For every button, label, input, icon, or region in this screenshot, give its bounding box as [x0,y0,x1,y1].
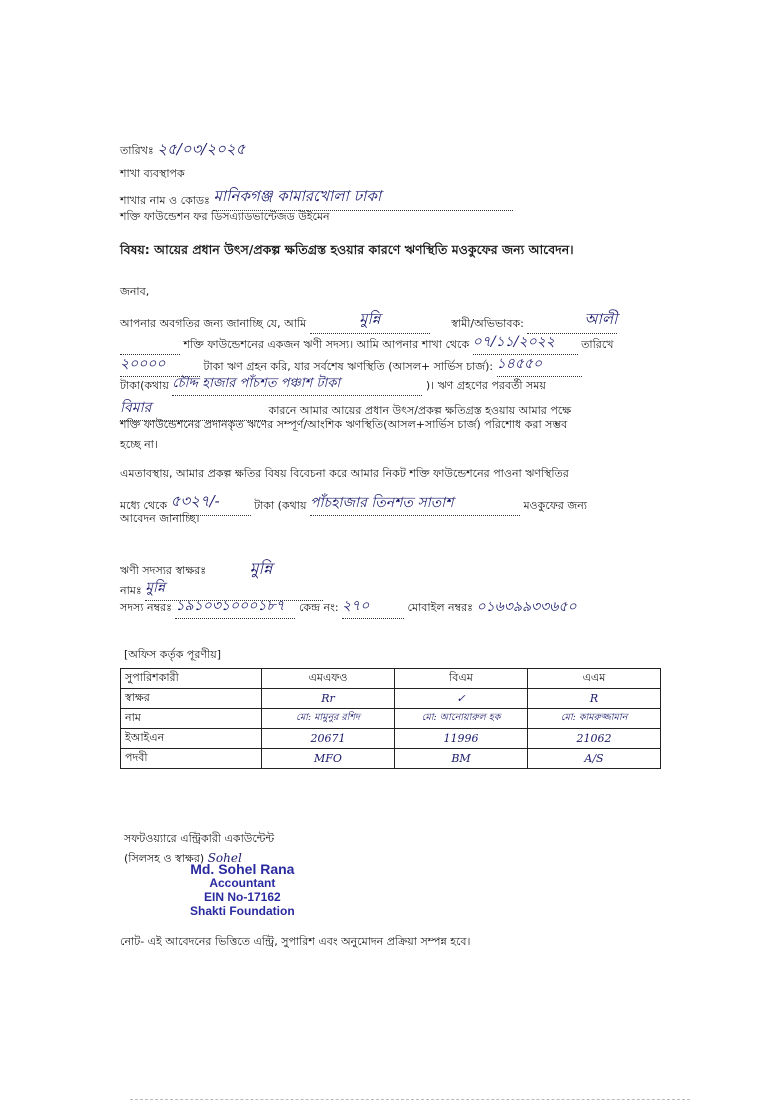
body-line-6: শক্তি ফাউন্ডেশনের প্রদানকৃত ঋণের সম্পূর্ণ/আংশিক ঋণস্থিতি(আসল+সার্ভিস চার্জ) পরিশোধ করা সম্ভব [120,418,568,431]
waive-words-handwritten: পাঁচহাজার তিনশত সাতাশ [310,491,520,516]
table-row [121,689,661,709]
loan-date-handwritten: ০৭/১১/২০২২ [473,330,578,355]
balance-handwritten: ১৪৫৫০ [497,352,582,377]
table-cell: 11996 [395,729,528,749]
software-entry-label: সফটওয়্যারে এন্ট্রিকারী একাউন্টেন্ট [124,832,275,845]
table-header-row [121,669,661,689]
table-row [121,749,661,769]
branch-manager: শাখা ব্যবস্থাপক [120,167,185,180]
body-text: আপনার অবগতির জন্য জানাচ্ছি যে, আমি [120,317,307,330]
stamp-line: Md. Sohel Rana [190,861,295,877]
member-name-handwritten: মুন্নি [310,308,430,334]
page-edge-divider [130,1099,690,1103]
office-heading: [অফিস কর্তৃক পূরণীয়] [124,648,221,661]
guardian-handwritten: আলী [527,308,617,334]
loan-amount-handwritten: ২০০০০ [120,352,200,377]
table-cell: MFO [262,749,395,769]
member-id-line [120,594,577,619]
body-text: টাকা ঋণ গ্রহন করি, যার সর্বশেষ ঋণস্থিতি (আসল+ সার্ভিস চার্জ): [203,360,494,373]
stamp-line: EIN No-17162 [203,890,281,904]
table-row [121,709,661,729]
center-label: কেন্দ্র নং: [298,601,339,614]
center-value: ২৭০ [342,594,404,619]
table-cell: 20671 [262,729,395,749]
body-text: টাকা(কথায় [120,379,169,392]
body-text: মধ্যে থেকে [120,499,168,512]
date-line [120,138,245,163]
body-text: শক্তি ফাউন্ডেশনের একজন ঋণী সদস্য। আমি আপনার শাখা থেকে [183,338,470,351]
body-text: টাকা (কথায় [254,499,307,512]
body-text: স্বামী/অভিভাবক: [451,317,524,330]
accountant-signature: Sohel [207,851,242,865]
table-cell: R [528,689,661,709]
table-cell: Rr [262,689,395,709]
date-value: ২৫/০৩/২০২৫ [157,140,246,158]
org-name: শক্তি ফাউন্ডেশন ফর ডিসএ্যাডভান্টেজড উইমেন [120,210,330,223]
seal-label: (সিলসহ ও স্বাক্ষর) [124,852,205,865]
subject-line: বিষয়: আয়ের প্রধান উৎস/প্রকল্প ক্ষতিগ্রস্ত হওয়ার কারণে ঋণস্থিতি মওকুফের জন্য আবেদন। [120,242,574,257]
table-cell: মো: আনোয়ারুল হক [395,709,528,729]
stamp-line: Shakti Foundation [190,904,295,918]
member-name-label: নামঃ [120,584,142,597]
amount-in-words-handwritten: চৌদ্দ হাজার পাঁচশত পঞ্চাশ টাকা [172,374,422,396]
table-cell: ✓ [395,689,528,709]
branch-value: মানিকগঞ্জ কামারখোলা ঢাকা [213,185,513,211]
row-label: স্বাক্ষর [121,689,262,709]
body-line-7: হচ্ছে না। [120,438,158,451]
office-approval-table [120,668,661,769]
reason-handwritten: বিমার [120,396,265,421]
accountant-stamp [190,862,295,918]
member-id-value: ১৯১০৩১০০০১৮৭ [175,594,295,619]
row-label: নাম [121,709,262,729]
member-name-value: মুন্নি [145,576,323,601]
table-cell: মো: মামুনুর রশিদ [262,709,395,729]
note-line: নোট- এই আবেদনের ভিত্তিতে এন্ট্রি, সুপারিশ এবং অনুমোদন প্রক্রিয়া সম্পন্ন হবে। [120,935,471,948]
mobile-value: ০১৬৩৯৯৩৩৬৫০ [476,599,577,615]
request-line-3: আবেদন জানাচ্ছি। [120,512,200,525]
salutation: জনাব, [120,285,150,298]
member-id-label: সদস্য নম্বরঃ [120,601,172,614]
body-text: )। ঋণ গ্রহণের পরবর্তী সময় [425,379,546,392]
row-label: ইআইএন [121,729,262,749]
member-signature: মুন্নি [249,559,273,578]
request-line-1: এমতাবস্থায়, আমার প্রকল্প ক্ষতির বিষয় বিবেচনা করে আমার নিকট শক্তি ফাউন্ডেশনের পাওনা ঋণস্থিতির [120,467,569,480]
body-line-4 [120,374,546,396]
mobile-label: মোবাইল নম্বরঃ [407,601,473,614]
body-text: কারনে আমার আয়ের প্রধান উৎস/প্রকল্প ক্ষতিগ্রস্ত হওয়ায় আমার পক্ষে [268,404,572,417]
table-cell: A/S [528,749,661,769]
body-text: তারিখে [581,338,614,351]
date-label: তারিখঃ [120,144,154,157]
table-header-cell: বিএম [395,669,528,689]
row-label: পদবী [121,749,262,769]
waive-amount-handwritten: ৫৩২৭/- [171,490,251,516]
table-row [121,729,661,749]
table-header-cell: এমএফও [262,669,395,689]
table-header-cell: এএম [528,669,661,689]
table-cell: BM [395,749,528,769]
branch-label: শাখার নাম ও কোডঃ [120,194,210,207]
table-cell: 21062 [528,729,661,749]
member-sig-label: ঋণী সদস্যর স্বাক্ষরঃ [120,564,207,577]
stamp-line: Accountant [209,876,276,890]
body-text: মওকুফের জন্য [523,499,587,512]
table-cell: মো: কামরুজ্জামান [528,709,661,729]
table-header-cell: সুপারিশকারী [121,669,262,689]
